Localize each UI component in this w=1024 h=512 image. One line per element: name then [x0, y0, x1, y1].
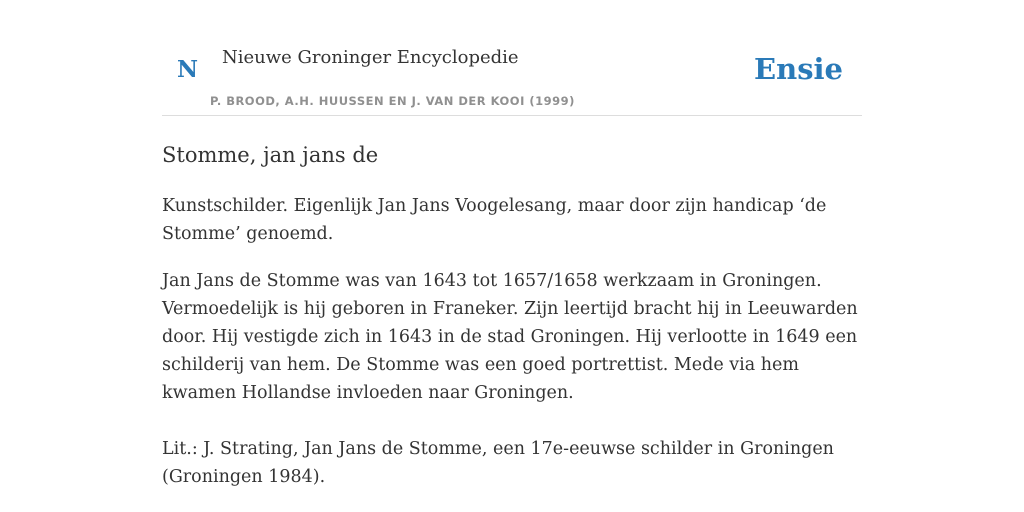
- entry-title: Stomme, jan jans de: [162, 143, 379, 167]
- encyclopedia-authors: P. BROOD, A.H. HUUSSEN EN J. VAN DER KOOI (1999): [210, 94, 575, 108]
- site-header: [162, 0, 862, 116]
- entry-paragraph: Jan Jans de Stomme was van 1643 tot 1657/1658 werkzaam in Groningen. Vermoedelijk is hij geboren in Franeker. Zijn leertijd bracht hij in Leeuwarden door. Hij vestigde zich in 1643 in de stad Groningen. Hij verlootte in 1649 een schilderij van hem. De Stomme was een goed portrettist. Mede via hem kwamen Hollandse invloeden naar Groningen.: [162, 271, 858, 403]
- ensie-logo[interactable]: Ensie: [754, 52, 843, 86]
- article-container: [162, 0, 862, 512]
- encyclopedia-logo[interactable]: N: [177, 56, 199, 83]
- encyclopedia-title[interactable]: Nieuwe Groninger Encyclopedie: [222, 47, 519, 68]
- entry-paragraph: Kunstschilder. Eigenlijk Jan Jans Voogelesang, maar door zijn handicap ‘de Stomme’ genoemd.: [162, 196, 827, 244]
- entry-literature: Lit.: J. Strating, Jan Jans de Stomme, een 17e-eeuwse schilder in Groningen (Groningen 1984).: [162, 439, 834, 487]
